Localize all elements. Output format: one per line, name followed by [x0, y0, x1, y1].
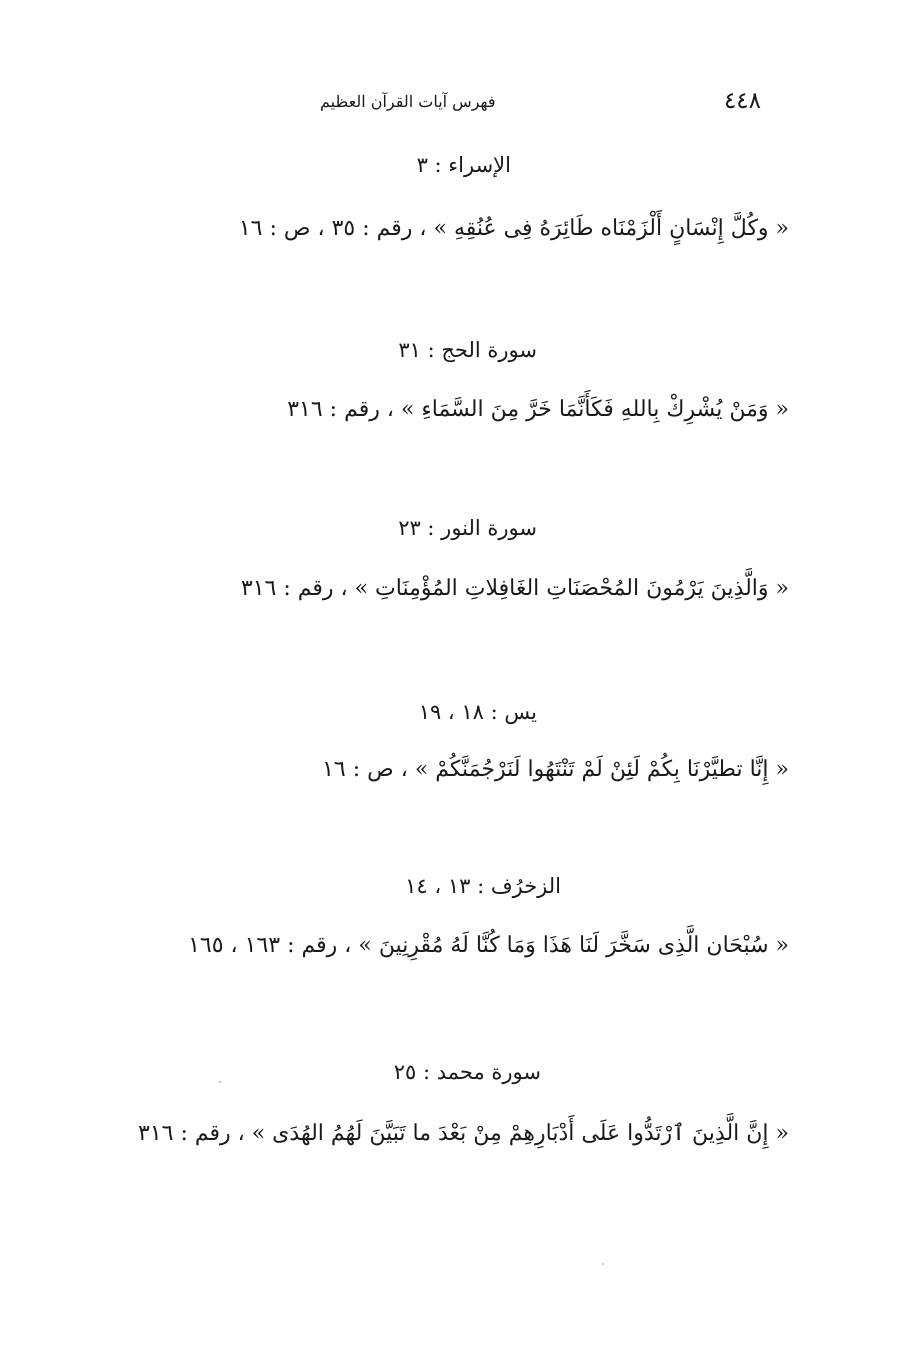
sura-heading: سورة النور : ٢٣	[398, 516, 537, 540]
paper-speck	[219, 1081, 221, 1083]
verse-line: « إِنَّ الَّذِينَ ٱرْتَدُّوا عَلَى أَدْبَارِهِمْ مِنْ بَعْدَ ما تَبَيَّنَ لَهُمُ الهُدَى » ، رقم : ٣١٦	[138, 1121, 789, 1146]
verse-line: « وَالَّذِينَ يَرْمُونَ المُحْصَنَاتِ الغَافِلاتِ المُؤْمِنَاتِ » ، رقم : ٣١٦	[240, 576, 789, 601]
sura-heading: الزخرُف : ١٣ ، ١٤	[405, 874, 561, 898]
sura-heading: يس : ١٨ ، ١٩	[418, 700, 537, 724]
page-number: ٤٤٨	[723, 88, 761, 114]
sura-heading: سورة محمد : ٢٥	[393, 1060, 541, 1084]
verse-line: « وَمَنْ يُشْرِكْ بِاللهِ فَكَأَنَّمَا خَرَّ مِنَ السَّمَاءِ » ، رقم : ٣١٦	[287, 397, 789, 422]
paper-speck	[602, 1263, 604, 1265]
verse-line: « إِنَّا تطيَّرْنَا بِكُمْ لَئِنْ لَمْ تَنْتَهُوا لَنَرْجُمَنَّكُمْ » ، ص : ١٦	[322, 757, 789, 782]
sura-heading: سورة الحج : ٣١	[398, 338, 537, 362]
verse-line: « وكُلَّ إِنْسَانٍ أَلْزَمْنَاه طَائِرَهُ فِى عُنُقِهِ » ، رقم : ٣٥ ، ص : ١٦	[238, 216, 789, 241]
sura-heading: الإسراء : ٣	[416, 153, 511, 177]
page-header	[320, 84, 761, 118]
verse-line: « سُبْحَان الَّذِى سَخَّرَ لَنَا هَذَا وَمَا كُنَّا لَهُ مُقْرِنِينَ » ، رقم : ١٦٣ ، ١٦٥	[188, 933, 789, 958]
running-title: فهرس آيات القرآن العظيم	[320, 91, 496, 111]
